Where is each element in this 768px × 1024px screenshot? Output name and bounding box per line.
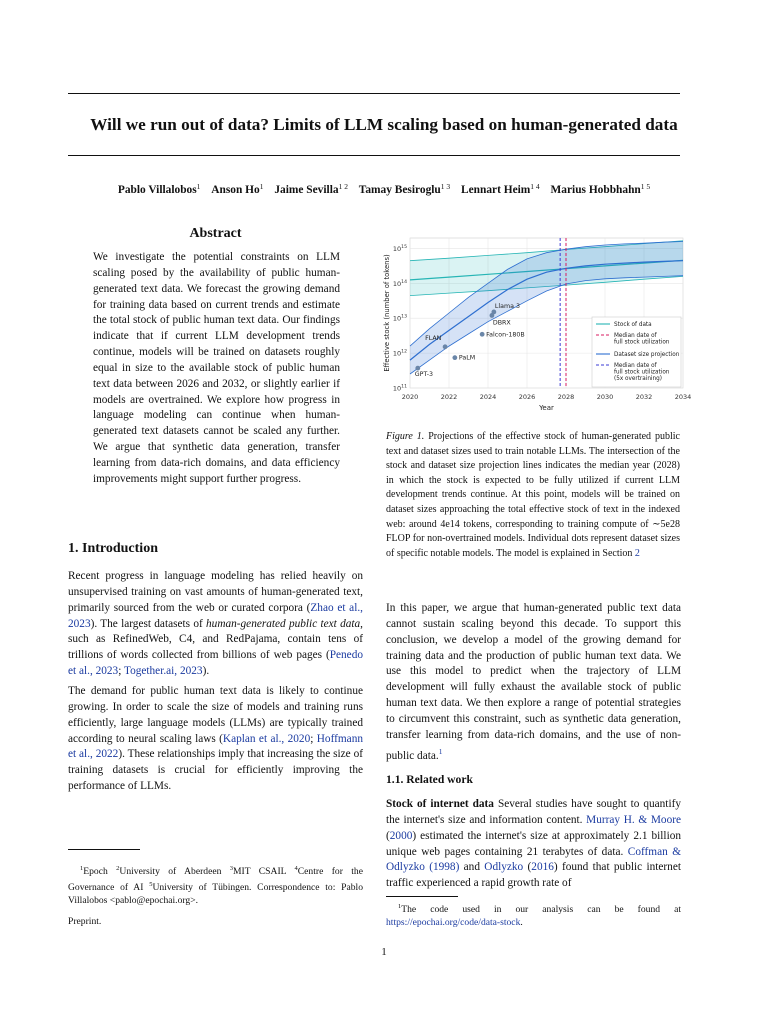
affiliations-footnote: $^1$Epoch $^2$University of Aberdeen $^3$MIT CSAIL $^4$Centre for the Governance of AI $^5$University of Tübingen. Correspondence to: Pablo Villalobos <pablo@epochai.org>.	[68, 865, 364, 906]
model-point-label: FLAN	[425, 334, 442, 342]
abstract-text: We investigate the potential constraints on LLM scaling posed by the availability of public human-generated text data. We forecast the growing demand for training data based on current trends and estimate the total stock of public human text data. Our findings indicate that if current LLM development trends continue, models will be trained on datasets roughly equal in size to the available stock of public human text data between 2026 and 2032, or slightly earlier if models are overtrained. We explore how progress in language modeling can continue when human-generated text datasets cannot be scaled any further. We argue that synthetic data generation, transfer learning from data-rich domains, and data efficiency improvements might support further progress.	[93, 251, 340, 485]
abstract-heading: Abstract	[189, 226, 242, 241]
citation-link[interactable]: Coffman & Odlyzko (1998)	[386, 845, 681, 874]
model-point	[491, 310, 496, 315]
x-tick-label: 2026	[518, 393, 536, 401]
y-tick-label: $10^{13}$	[392, 314, 407, 323]
x-tick-label: 2022	[440, 393, 458, 401]
citation-link[interactable]: Murray H. & Moore	[586, 813, 681, 826]
footnote-mark[interactable]: 1	[438, 746, 443, 756]
model-point-label: GPT-3	[414, 371, 434, 379]
x-tick-label: 2028	[557, 393, 575, 401]
related-work-heading: 1.1. Related work	[386, 773, 473, 786]
y-tick-label: $10^{11}$	[392, 384, 407, 393]
legend-label: Stock of data	[614, 322, 652, 328]
x-tick-label: 2020	[401, 393, 419, 401]
citation-link[interactable]: Hoffmann et al., 2022	[68, 732, 363, 761]
legend-label: full stock utilization	[614, 369, 670, 376]
model-point	[480, 332, 485, 337]
author: Tamay Besiroglu$^{1 3}$	[358, 182, 451, 196]
title-rule-top	[68, 93, 680, 94]
citation-link[interactable]: Zhao et al., 2023	[68, 601, 363, 630]
citation-link[interactable]: Kaplan et al., 2020	[222, 732, 311, 745]
y-tick-label: $10^{12}$	[392, 349, 407, 358]
citation-link[interactable]: Penedo et al., 2023	[68, 649, 363, 678]
author: Lennart Heim$^{1 4}$	[461, 182, 540, 196]
intro-heading: 1. Introduction	[68, 541, 158, 556]
author: Anson Ho$^1$	[211, 182, 264, 196]
legend-label: Median date of	[614, 333, 657, 339]
y-tick-label: $10^{14}$	[392, 279, 407, 288]
citation-link[interactable]: Together.ai, 2023	[123, 665, 203, 678]
citation-link[interactable]: Odlyzko	[484, 861, 524, 874]
intro-paragraph-2: The demand for public human text data is likely to continue growing. In order to scale the size of models and training runs efficiently, large language models (LLMs) are typically trained according to neural scaling laws (Kaplan et al., 2020; Hoffmann et al., 2022). These relationships imply that increasing the size of training datasets is crucial for efficiently improving the performance of LLMs.	[68, 685, 363, 793]
right-paragraph-1: In this paper, we argue that human-generated public text data cannot sustain scaling beyond this decade. To support this conclusion, we develop a model of the growing demand for training data and the production of public human text data. We use this model to predict when the trajectory of LLM development will fully exhaust the available stock of public human text data. We then explore a range of potential strategies to circumvent this constraint, such as synthetic data generation, transfer learning from data-rich domains, and the use of non-public data.$^1$	[386, 602, 681, 762]
legend-label: (5x overtraining)	[614, 375, 662, 382]
author: Marius Hobbhahn$^{1 5}$	[550, 182, 651, 196]
author-list	[0, 182, 768, 196]
x-tick-label: 2030	[596, 393, 614, 401]
footnote-divider	[68, 849, 140, 850]
page-number: 1	[381, 946, 387, 958]
y-tick-label: $10^{15}$	[392, 244, 407, 253]
model-point-label: PaLM	[458, 354, 476, 362]
x-tick-label: 2034	[674, 393, 692, 401]
citation-link[interactable]: 2000	[389, 829, 413, 842]
code-footnote: $^1$The code used in our analysis can be found at https://epochai.org/code/data-stock.	[386, 903, 681, 928]
figure-1-chart	[380, 236, 692, 420]
x-tick-label: 2032	[635, 393, 653, 401]
paper-title: Will we run out of data? Limits of LLM scaling based on human-generated data	[90, 115, 678, 134]
model-point-label: Llama 3	[494, 302, 520, 310]
model-point	[415, 366, 420, 371]
legend-label: full stock utilization	[614, 339, 670, 346]
intro-paragraph-1: Recent progress in language modeling has relied heavily on unsupervised training on vast amounts of human-generated text, primarily sourced from the web or curated corpora (Zhao et al., 2023). The largest datasets of human-generated public text data, such as RefinedWeb, C4, and RedPajama, contain tens of trillions of words collected from billions of web pages (Penedo et al., 2023; Together.ai, 2023).	[68, 570, 363, 678]
author: Pablo Villalobos$^1$	[117, 182, 201, 196]
x-tick-label: 2024	[479, 393, 497, 401]
section-ref-link[interactable]: 2	[634, 547, 640, 559]
legend-label: Median date of	[614, 363, 657, 369]
y-axis-label: Effective stock (number of tokens)	[383, 254, 391, 372]
author: Jaime Sevilla$^{1 2}$	[274, 182, 348, 196]
model-point	[452, 355, 457, 360]
preprint-label: Preprint.	[68, 916, 102, 927]
footnote-divider	[386, 896, 458, 897]
title-rule-bottom	[68, 155, 680, 156]
related-work-paragraph: Stock of internet data Several studies have sought to quantify the internet's size and information content. Murray H. & Moore (2000) estimated the internet's size at approximately 2.1 billion unique web pages containing 21 terabytes of data. Coffman & Odlyzko (1998) and Odlyzko (2016) found that public internet traffic experienced a rapid growth rate of	[386, 798, 681, 890]
x-axis-label: Year	[539, 404, 554, 412]
code-link[interactable]: https://epochai.org/code/data-stock	[386, 916, 521, 928]
legend-label: Dataset size projection	[614, 352, 680, 358]
figure-1-caption: Figure 1. Projections of the effective stock of human-generated public text and dataset sizes used to train notable LLMs. The intersection of the stock and dataset size projection lines indicates the median year (2028) in which the stock is expected to be fully utilized if current LLM development trends continue. At this point, models will be trained on dataset sizes approaching the total effective stock of text in the indexed web: around 4e14 tokens, corresponding to training compute of ∼5e28 FLOP for non-overtrained models. Individual dots represent dataset sizes of specific notable models. The model is explained in Section 2	[386, 431, 680, 559]
model-point-label: DBRX	[492, 319, 511, 327]
model-point-label: Falcon-180B	[486, 331, 525, 339]
citation-link[interactable]: 2016	[531, 861, 554, 874]
model-point	[443, 344, 448, 349]
